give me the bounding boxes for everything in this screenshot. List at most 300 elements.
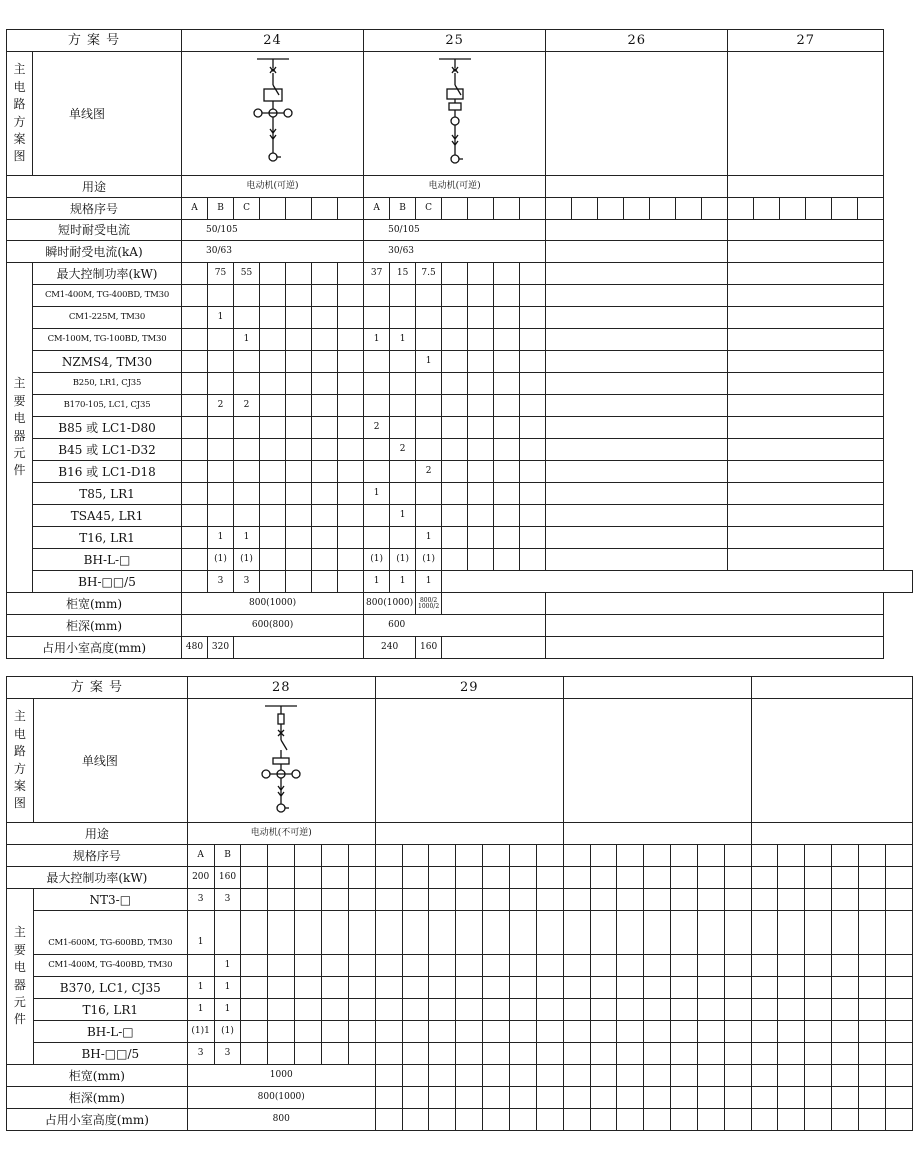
grid-cell bbox=[509, 911, 536, 955]
grid-cell bbox=[241, 955, 268, 977]
empty-scheme-cell bbox=[546, 439, 728, 461]
grid-cell bbox=[483, 1087, 510, 1109]
grid-cell bbox=[375, 955, 402, 977]
value-cell bbox=[187, 955, 214, 977]
grid-cell bbox=[442, 527, 468, 549]
spec-number-label: 规格序号 bbox=[7, 845, 188, 867]
value-cell: (1) bbox=[234, 549, 260, 571]
grid-cell bbox=[590, 955, 617, 977]
grid-cell bbox=[509, 867, 536, 889]
value-cell bbox=[182, 395, 208, 417]
value-cell: (1) bbox=[390, 549, 416, 571]
component-label: B370, LC1, CJ35 bbox=[33, 977, 187, 999]
value-cell bbox=[390, 351, 416, 373]
grid-cell bbox=[494, 527, 520, 549]
grid-cell bbox=[617, 1065, 644, 1087]
grid-cell bbox=[468, 549, 494, 571]
grid-cell bbox=[312, 198, 338, 220]
value-cell bbox=[364, 373, 390, 395]
grid-cell bbox=[442, 549, 468, 571]
value-cell: (1) bbox=[208, 549, 234, 571]
grid-cell bbox=[468, 461, 494, 483]
grid-cell bbox=[260, 461, 286, 483]
grid-cell bbox=[590, 977, 617, 999]
scheme-empty-header bbox=[751, 677, 912, 699]
value-cell bbox=[182, 417, 208, 439]
value-cell: 2 bbox=[234, 395, 260, 417]
grid-cell bbox=[751, 999, 778, 1021]
value-cell: (1) bbox=[416, 549, 442, 571]
grid-cell bbox=[546, 198, 572, 220]
value-cell: 320 bbox=[208, 637, 234, 659]
grid-cell bbox=[375, 1065, 402, 1087]
grid-cell bbox=[617, 1043, 644, 1065]
value-cell bbox=[234, 483, 260, 505]
grid-cell bbox=[832, 889, 859, 911]
grid-cell bbox=[509, 1021, 536, 1043]
grid-cell bbox=[644, 977, 671, 999]
value-cell bbox=[182, 505, 208, 527]
grid-cell bbox=[295, 1043, 322, 1065]
empty-scheme-cell bbox=[546, 395, 728, 417]
grid-cell bbox=[520, 483, 546, 505]
empty-scheme-cell bbox=[546, 351, 728, 373]
cabinet-depth-label: 柜深(mm) bbox=[7, 615, 182, 637]
empty-scheme-cell bbox=[728, 307, 884, 329]
grid-cell bbox=[751, 1043, 778, 1065]
grid-cell bbox=[295, 911, 322, 955]
empty-scheme-cell bbox=[728, 373, 884, 395]
grid-cell bbox=[724, 1109, 751, 1131]
grid-cell bbox=[442, 483, 468, 505]
grid-cell bbox=[286, 395, 312, 417]
grid-cell bbox=[536, 1021, 563, 1043]
grid-cell bbox=[885, 977, 912, 999]
main-circuit-vertical-text: 主 电 路 方 案 图 bbox=[13, 62, 26, 164]
grid-cell bbox=[483, 1065, 510, 1087]
grid-cell bbox=[494, 307, 520, 329]
empty-scheme-cell bbox=[728, 483, 884, 505]
grid-cell bbox=[885, 1043, 912, 1065]
empty-scheme-cell bbox=[546, 593, 884, 615]
grid-cell bbox=[671, 1043, 698, 1065]
grid-cell bbox=[697, 889, 724, 911]
grid-cell bbox=[859, 867, 886, 889]
value-cell bbox=[182, 571, 208, 593]
grid-cell bbox=[536, 867, 563, 889]
grid-cell bbox=[442, 461, 468, 483]
empty-scheme-cell bbox=[546, 373, 728, 395]
grid-cell bbox=[442, 307, 468, 329]
grid-cell bbox=[724, 1065, 751, 1087]
grid-cell bbox=[563, 845, 590, 867]
grid-cell bbox=[338, 417, 364, 439]
scheme-29-header: 29 bbox=[375, 677, 563, 699]
grid-cell bbox=[671, 845, 698, 867]
grid-cell bbox=[312, 285, 338, 307]
grid-cell bbox=[286, 439, 312, 461]
grid-cell bbox=[321, 889, 348, 911]
value-cell bbox=[416, 373, 442, 395]
grid-cell bbox=[697, 1021, 724, 1043]
value-cell: 1 bbox=[234, 527, 260, 549]
components-vertical-text: 主 要 电 器 元 件 bbox=[13, 925, 26, 1027]
grid-cell bbox=[697, 867, 724, 889]
grid-cell bbox=[338, 373, 364, 395]
grid-cell bbox=[286, 505, 312, 527]
value-cell: 3 bbox=[234, 571, 260, 593]
component-label: CM1-400M, TG-400BD, TM30 bbox=[33, 285, 182, 307]
diagram-cell-27 bbox=[728, 52, 884, 176]
grid-cell bbox=[536, 999, 563, 1021]
value-cell bbox=[364, 461, 390, 483]
grid-cell bbox=[312, 461, 338, 483]
grid-cell bbox=[456, 1109, 483, 1131]
peak-current-label: 瞬时耐受电流(kA) bbox=[7, 241, 182, 263]
grid-cell bbox=[348, 911, 375, 955]
grid-cell bbox=[494, 439, 520, 461]
grid-cell bbox=[312, 527, 338, 549]
grid-cell bbox=[563, 1043, 590, 1065]
component-label: T85, LR1 bbox=[33, 483, 182, 505]
grid-cell bbox=[572, 198, 598, 220]
grid-cell bbox=[859, 955, 886, 977]
grid-cell bbox=[286, 483, 312, 505]
grid-cell bbox=[456, 1087, 483, 1109]
grid-cell bbox=[697, 845, 724, 867]
value-cell bbox=[390, 395, 416, 417]
empty-cell bbox=[442, 593, 546, 615]
grid-cell bbox=[375, 845, 402, 867]
grid-cell bbox=[509, 845, 536, 867]
grid-cell bbox=[563, 955, 590, 977]
grid-cell bbox=[644, 889, 671, 911]
grid-cell bbox=[312, 329, 338, 351]
grid-cell bbox=[321, 999, 348, 1021]
scheme-25-header: 25 bbox=[364, 30, 546, 52]
grid-cell bbox=[286, 527, 312, 549]
grid-cell bbox=[468, 439, 494, 461]
grid-cell bbox=[468, 483, 494, 505]
grid-cell bbox=[617, 999, 644, 1021]
value-cell: 1 bbox=[364, 571, 390, 593]
grid-cell bbox=[312, 571, 338, 593]
grid-cell bbox=[805, 889, 832, 911]
grid-cell bbox=[724, 911, 751, 955]
grid-cell bbox=[338, 285, 364, 307]
grid-cell bbox=[563, 911, 590, 955]
value-cell: 1 bbox=[187, 999, 214, 1021]
grid-cell bbox=[338, 483, 364, 505]
value-cell bbox=[390, 527, 416, 549]
grid-cell bbox=[429, 1021, 456, 1043]
component-label: TSA45, LR1 bbox=[33, 505, 182, 527]
value-cell: 55 bbox=[234, 263, 260, 285]
grid-cell bbox=[312, 483, 338, 505]
grid-cell bbox=[644, 955, 671, 977]
grid-cell bbox=[751, 977, 778, 999]
grid-cell bbox=[724, 999, 751, 1021]
grid-cell bbox=[375, 977, 402, 999]
empty-scheme-cell bbox=[728, 263, 884, 285]
grid-cell bbox=[832, 911, 859, 955]
value-cell bbox=[364, 285, 390, 307]
value-cell: 200 bbox=[187, 867, 214, 889]
grid-cell bbox=[483, 1021, 510, 1043]
value-cell bbox=[416, 285, 442, 307]
value-cell bbox=[182, 351, 208, 373]
cabinet-width-25-c-top: 800/2 bbox=[419, 596, 438, 604]
grid-cell bbox=[468, 263, 494, 285]
grid-cell bbox=[494, 198, 520, 220]
grid-cell bbox=[260, 351, 286, 373]
grid-cell bbox=[536, 955, 563, 977]
grid-cell bbox=[509, 999, 536, 1021]
grid-cell bbox=[676, 198, 702, 220]
short-time-current-label: 短时耐受电流 bbox=[7, 220, 182, 241]
value-cell: 3 bbox=[214, 889, 241, 911]
grid-cell bbox=[295, 955, 322, 977]
grid-cell bbox=[402, 999, 429, 1021]
grid-cell bbox=[885, 845, 912, 867]
grid-cell bbox=[286, 351, 312, 373]
value-cell bbox=[234, 505, 260, 527]
grid-cell bbox=[805, 1087, 832, 1109]
grid-cell bbox=[260, 439, 286, 461]
grid-cell bbox=[520, 307, 546, 329]
grid-cell bbox=[483, 867, 510, 889]
grid-cell bbox=[778, 1065, 805, 1087]
component-label: CM1-225M, TM30 bbox=[33, 307, 182, 329]
grid-cell bbox=[671, 977, 698, 999]
diagram-cell-28 bbox=[187, 699, 375, 823]
value-cell: 2 bbox=[390, 439, 416, 461]
usage-empty bbox=[751, 823, 912, 845]
value-cell: 1 bbox=[416, 527, 442, 549]
grid-cell bbox=[456, 867, 483, 889]
empty-scheme-cell bbox=[728, 329, 884, 351]
cabinet-width-label: 柜宽(mm) bbox=[7, 593, 182, 615]
value-cell bbox=[390, 307, 416, 329]
grid-cell bbox=[509, 1065, 536, 1087]
grid-cell bbox=[260, 198, 286, 220]
diagram-cell-26 bbox=[546, 52, 728, 176]
grid-cell bbox=[456, 955, 483, 977]
usage-label: 用途 bbox=[7, 823, 188, 845]
value-cell: 160 bbox=[416, 637, 442, 659]
grid-cell bbox=[751, 955, 778, 977]
grid-cell bbox=[241, 1021, 268, 1043]
grid-cell bbox=[468, 198, 494, 220]
grid-cell bbox=[338, 461, 364, 483]
empty-scheme-cell bbox=[728, 549, 884, 571]
components-group-label bbox=[7, 889, 34, 1065]
value-cell: 2 bbox=[364, 417, 390, 439]
value-cell: 1 bbox=[214, 977, 241, 999]
grid-cell bbox=[563, 999, 590, 1021]
grid-cell bbox=[429, 955, 456, 977]
value-cell: 1 bbox=[187, 911, 214, 955]
grid-cell bbox=[375, 1087, 402, 1109]
value-cell bbox=[234, 285, 260, 307]
empty-scheme-cell bbox=[546, 505, 728, 527]
grid-cell bbox=[442, 395, 468, 417]
grid-cell bbox=[312, 549, 338, 571]
grid-cell bbox=[754, 198, 780, 220]
grid-cell bbox=[520, 285, 546, 307]
component-label: CM-100M, TG-100BD, TM30 bbox=[33, 329, 182, 351]
grid-cell bbox=[697, 977, 724, 999]
grid-cell bbox=[483, 999, 510, 1021]
grid-cell bbox=[832, 198, 858, 220]
grid-cell bbox=[338, 527, 364, 549]
grid-cell bbox=[724, 1087, 751, 1109]
diagram-cell-29 bbox=[375, 699, 563, 823]
grid-cell bbox=[338, 571, 364, 593]
grid-cell bbox=[697, 1109, 724, 1131]
grid-cell bbox=[241, 977, 268, 999]
grid-cell bbox=[671, 911, 698, 955]
grid-cell bbox=[286, 549, 312, 571]
empty-scheme-cell bbox=[728, 461, 884, 483]
empty-scheme-cell bbox=[546, 285, 728, 307]
diagram-cell-empty bbox=[563, 699, 751, 823]
grid-cell bbox=[295, 999, 322, 1021]
grid-cell bbox=[590, 1065, 617, 1087]
grid-cell bbox=[494, 373, 520, 395]
grid-cell bbox=[671, 1087, 698, 1109]
grid-cell bbox=[312, 263, 338, 285]
usage-27 bbox=[728, 176, 884, 198]
grid-cell bbox=[442, 285, 468, 307]
grid-cell bbox=[520, 329, 546, 351]
empty-scheme-cell bbox=[728, 439, 884, 461]
grid-cell bbox=[617, 955, 644, 977]
grid-cell bbox=[268, 867, 295, 889]
grid-cell bbox=[260, 329, 286, 351]
grid-cell bbox=[348, 1021, 375, 1043]
grid-cell bbox=[751, 1087, 778, 1109]
spec-letter: A bbox=[364, 198, 390, 220]
value-cell bbox=[390, 373, 416, 395]
main-circuit-vertical-text: 主 电 路 方 案 图 bbox=[13, 709, 26, 811]
component-label: B85 或 LC1-D80 bbox=[33, 417, 182, 439]
grid-cell bbox=[590, 1109, 617, 1131]
grid-cell bbox=[520, 505, 546, 527]
grid-cell bbox=[859, 1065, 886, 1087]
value-cell bbox=[182, 461, 208, 483]
grid-cell bbox=[724, 1021, 751, 1043]
component-label: BH-L-□ bbox=[33, 549, 182, 571]
grid-cell bbox=[456, 1043, 483, 1065]
value-cell bbox=[234, 439, 260, 461]
component-label: B170-105, LC1, CJ35 bbox=[33, 395, 182, 417]
empty-scheme-cell bbox=[546, 329, 728, 351]
grid-cell bbox=[348, 1043, 375, 1065]
grid-cell bbox=[520, 198, 546, 220]
grid-cell bbox=[494, 483, 520, 505]
grid-cell bbox=[375, 1109, 402, 1131]
empty-scheme-cell bbox=[728, 527, 884, 549]
grid-cell bbox=[468, 395, 494, 417]
usage-24: 电动机(可逆) bbox=[182, 176, 364, 198]
cabinet-width-25-c-bottom: 1000/2 bbox=[418, 602, 440, 610]
grid-cell bbox=[286, 307, 312, 329]
grid-cell bbox=[402, 911, 429, 955]
peak-current-24: 30/63 bbox=[182, 241, 364, 263]
grid-cell bbox=[644, 1109, 671, 1131]
grid-cell bbox=[241, 999, 268, 1021]
grid-cell bbox=[375, 1021, 402, 1043]
grid-cell bbox=[338, 549, 364, 571]
grid-cell bbox=[617, 1109, 644, 1131]
value-cell: 7.5 bbox=[416, 263, 442, 285]
grid-cell bbox=[260, 285, 286, 307]
cabinet-width-24: 800(1000) bbox=[182, 593, 364, 615]
grid-cell bbox=[286, 373, 312, 395]
grid-cell bbox=[260, 263, 286, 285]
grid-cell bbox=[295, 1021, 322, 1043]
grid-cell bbox=[805, 955, 832, 977]
grid-cell bbox=[598, 198, 624, 220]
value-cell: 1 bbox=[390, 571, 416, 593]
grid-cell bbox=[617, 977, 644, 999]
grid-cell bbox=[286, 571, 312, 593]
value-cell: (1) bbox=[364, 549, 390, 571]
grid-cell bbox=[885, 889, 912, 911]
grid-cell bbox=[751, 889, 778, 911]
grid-cell bbox=[617, 1087, 644, 1109]
grid-cell bbox=[348, 977, 375, 999]
grid-cell bbox=[338, 395, 364, 417]
grid-cell bbox=[286, 198, 312, 220]
single-line-diagram-label: 单线图 bbox=[33, 52, 182, 176]
grid-cell bbox=[536, 977, 563, 999]
grid-cell bbox=[468, 285, 494, 307]
grid-cell bbox=[590, 1087, 617, 1109]
grid-cell bbox=[832, 999, 859, 1021]
component-label: BH-L-□ bbox=[33, 1021, 187, 1043]
component-label: B16 或 LC1-D18 bbox=[33, 461, 182, 483]
grid-cell bbox=[295, 977, 322, 999]
value-cell: 1 bbox=[187, 977, 214, 999]
grid-cell bbox=[312, 395, 338, 417]
scheme-table-28-29 bbox=[6, 676, 913, 1131]
grid-cell bbox=[778, 1109, 805, 1131]
grid-cell bbox=[429, 1109, 456, 1131]
value-cell bbox=[182, 373, 208, 395]
grid-cell bbox=[321, 1043, 348, 1065]
grid-cell bbox=[520, 395, 546, 417]
grid-cell bbox=[832, 955, 859, 977]
grid-cell bbox=[468, 527, 494, 549]
grid-cell bbox=[885, 911, 912, 955]
grid-cell bbox=[429, 911, 456, 955]
grid-cell bbox=[859, 1021, 886, 1043]
grid-cell bbox=[312, 373, 338, 395]
grid-cell bbox=[456, 1021, 483, 1043]
usage-label: 用途 bbox=[7, 176, 182, 198]
empty-scheme-cell bbox=[546, 417, 728, 439]
grid-cell bbox=[456, 977, 483, 999]
grid-cell bbox=[697, 1043, 724, 1065]
value-cell: 1 bbox=[416, 351, 442, 373]
grid-cell bbox=[509, 1043, 536, 1065]
grid-cell bbox=[375, 867, 402, 889]
value-cell: 2 bbox=[208, 395, 234, 417]
value-cell: 1 bbox=[208, 307, 234, 329]
value-cell: 240 bbox=[364, 637, 416, 659]
